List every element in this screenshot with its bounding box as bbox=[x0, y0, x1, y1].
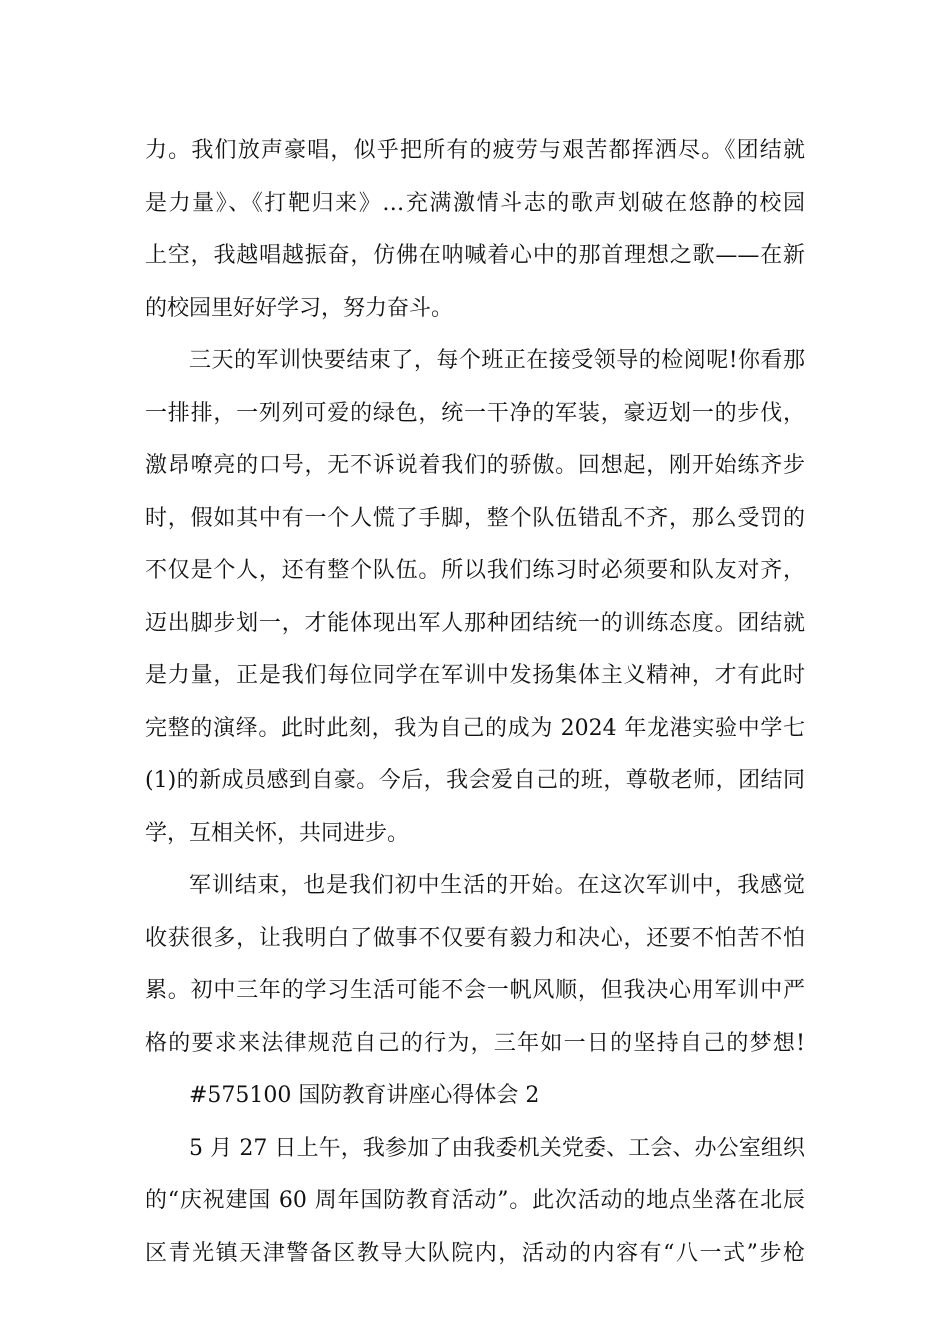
text-line: 完整的演绎。此时此刻，我为自己的成为 2024 年龙港实验中学七 bbox=[145, 715, 805, 741]
text-line: 格的要求来法律规范自己的行为，三年如一日的坚持自己的梦想! bbox=[145, 1030, 805, 1056]
text-line: 是力量》、《打靶归来》…充满激情斗志的歌声划破在悠静的校园 bbox=[145, 190, 805, 216]
text-line: (1)的新成员感到自豪。今后，我会爱自己的班，尊敬老师，团结同 bbox=[145, 768, 805, 793]
text-line: 激昂嘹亮的口号，无不诉说着我们的骄傲。回想起，刚开始练齐步 bbox=[145, 453, 805, 478]
text-line: 不仅是个人，还有整个队伍。所以我们练习时必须要和队友对齐， bbox=[145, 558, 805, 583]
text-line: 学，互相关怀，共同进步。 bbox=[145, 820, 410, 846]
text-line: 的校园里好好学习，努力奋斗。 bbox=[145, 295, 454, 321]
text-line: 一排排，一列列可爱的绿色，统一干净的军装，豪迈划一的步伐， bbox=[145, 400, 805, 426]
text-line: 军训结束，也是我们初中生活的开始。在这次军训中，我感觉 bbox=[189, 873, 805, 898]
text-line: 迈出脚步划一，才能体现出军人那种团结统一的训练态度。团结就 bbox=[145, 610, 805, 636]
text-line: 5 月 27 日上午，我参加了由我委机关党委、工会、办公室组织 bbox=[189, 1135, 805, 1161]
text-line: 收获很多，让我明白了做事不仅要有毅力和决心，还要不怕苦不怕 bbox=[145, 925, 805, 951]
text-line: 时，假如其中有一个人慌了手脚，整个队伍错乱不齐，那么受罚的 bbox=[145, 505, 805, 531]
text-line: 上空，我越唱越振奋，仿佛在呐喊着心中的那首理想之歌——在新 bbox=[145, 243, 805, 268]
text-line: 的“庆祝建国 60 周年国防教育活动”。此次活动的地点坐落在北辰 bbox=[145, 1188, 805, 1213]
text-line: 区青光镇天津警备区教导大队院内，活动的内容有“八一式”步枪 bbox=[145, 1240, 805, 1266]
document-body bbox=[145, 125, 805, 1280]
text-line: 力。我们放声豪唱，似乎把所有的疲劳与艰苦都挥洒尽。《团结就 bbox=[145, 138, 805, 163]
text-line: 累。初中三年的学习生活可能不会一帆风顺，但我决心用军训中严 bbox=[145, 978, 805, 1003]
text-line: 是力量，正是我们每位同学在军训中发扬集体主义精神，才有此时 bbox=[145, 663, 805, 688]
text-line: 三天的军训快要结束了，每个班正在接受领导的检阅呢!你看那 bbox=[189, 348, 805, 373]
section-heading: #575100 国防教育讲座心得体会 2 bbox=[189, 1083, 540, 1108]
